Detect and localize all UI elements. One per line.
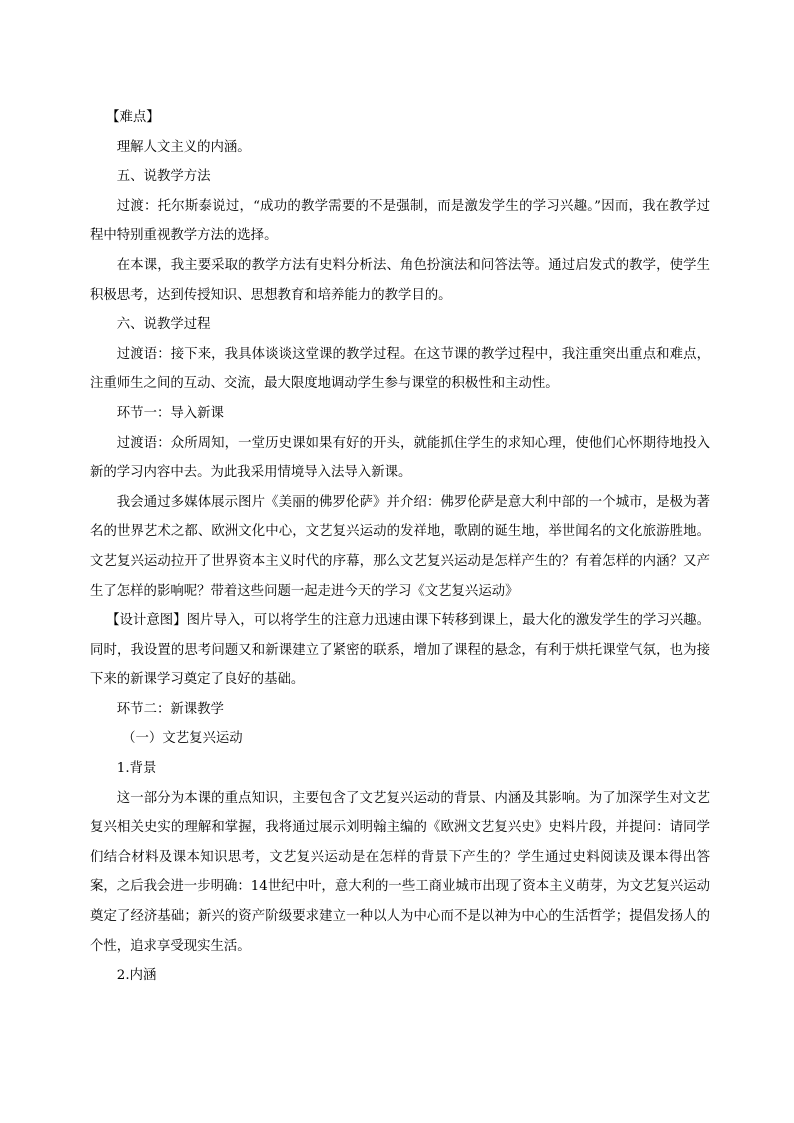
- paragraph-design-intent: 【设计意图】图片导入，可以将学生的注意力迅速由课下转移到课上，最大化的激发学生的学习兴趣。同时，我设置的思考问题又和新课建立了紧密的联系，增加了课程的悬念，有利于烘托课堂气氛，也为接下来的新课学习奠定了良好的基础。: [90, 613, 710, 688]
- section-heading-process: 六、说教学过程: [116, 317, 211, 333]
- paragraph-background-detail: 这一部分为本课的重点知识，主要包含了文艺复兴运动的背景、内涵及其影响。为了加深学生对文艺复兴相关史实的理解和掌握，我将通过展示刘明翰主编的《欧洲文艺复兴史》史料片段，并提问：请同学们结合材料及课本知识思考，文艺复兴运动是在怎样的背景下产生的？学生通过史料阅读及课本得出答案，之后我会进一步明确：14世纪中叶，意大利的一些工商业城市出现了资本主义萌芽，为文艺复兴运动奠定了经济基础；新兴的资产阶级要求建立一种以人为中心而不是以神为中心的生活哲学；提倡发扬人的个性，追求享受现实生活。: [90, 790, 710, 954]
- paragraph-methods-transition: 过渡：托尔斯泰说过，“成功的教学需要的不是强制，而是激发学生的学习兴趣。”因而，我在教学过程中特别重视教学方法的选择。: [90, 198, 710, 244]
- section-heading-methods: 五、说教学方法: [116, 169, 211, 185]
- item-heading-connotation: 2.内涵: [116, 968, 157, 984]
- sub-heading-renaissance: （一）文艺复兴运动: [122, 731, 243, 747]
- paragraph-intro-detail: 我会通过多媒体展示图片《美丽的佛罗伦萨》并介绍：佛罗伦萨是意大利中部的一个城市，是极为著名的世界艺术之都、欧洲文化中心，文艺复兴运动的发祥地，歌剧的诞生地，举世闻名的文化旅游胜地。文艺复兴运动拉开了世界资本主义时代的序幕，那么文艺复兴运动是怎样产生的？有着怎样的内涵？又产生了怎样的影响呢？带着这些问题一起走进今天的学习《文艺复兴运动》: [90, 494, 710, 599]
- document-page: [90, 103, 710, 991]
- heading-difficulty: 【难点】: [106, 110, 160, 125]
- paragraph-process-transition: 过渡语：接下来，我具体谈谈这堂课的教学过程。在这节课的教学过程中，我注重突出重点和难点，注重师生之间的互动、交流，最大限度地调动学生参与课堂的积极性和主动性。: [90, 346, 710, 392]
- paragraph-difficulty-content: 理解人文主义的内涵。: [116, 139, 251, 155]
- step-heading-new-lesson: 环节二：新课教学: [116, 701, 224, 717]
- paragraph-intro-transition: 过渡语：众所周知，一堂历史课如果有好的开头，就能抓住学生的求知心理，使他们心怀期待地投入新的学习内容中去。为此我采用情境导入法导入新课。: [90, 435, 710, 481]
- item-heading-background: 1.背景: [116, 761, 157, 777]
- step-heading-intro: 环节一：导入新课: [116, 405, 224, 421]
- paragraph-methods-detail: 在本课，我主要采取的教学方法有史料分析法、角色扮演法和问答法等。通过启发式的教学，使学生积极思考，达到传授知识、思想教育和培养能力的教学目的。: [90, 257, 710, 303]
